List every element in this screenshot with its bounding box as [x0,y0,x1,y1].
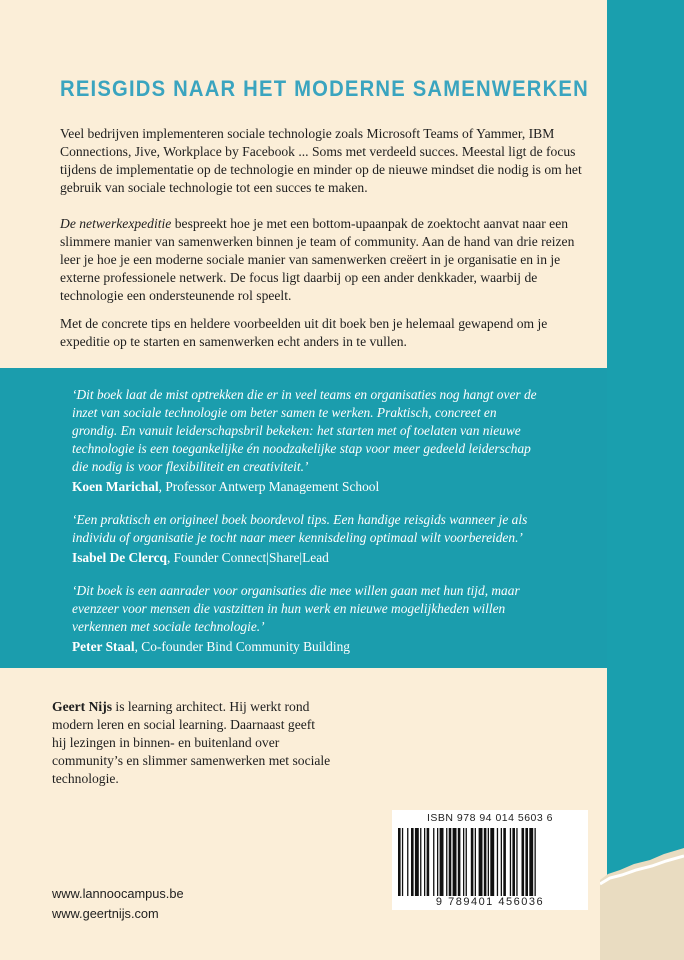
author-role: , Founder Connect|Share|Lead [166,550,329,565]
barcode-bar [501,828,502,896]
bio-author-name: Geert Nijs [52,699,113,714]
barcode-bar [453,828,457,896]
barcode-bar [503,828,506,896]
barcode-bar [516,828,517,896]
author-name: Koen Marichal [72,479,159,494]
barcode-bar [525,828,528,896]
endorsement-text: ‘Dit boek is een aanrader voor organisaties die mee willen gaan met hun tijd, maar evenzeer voor mensen die vastzitten in hun werk en nieuwe mogelijkheden willen verkennen met sociale technologie.’ [72,583,520,634]
barcode-bar [407,828,408,896]
barcode-bar [471,828,474,896]
barcode-bar [484,828,487,896]
barcode-bar [512,828,515,896]
barcode-digits: 9 789401 456036 [435,896,545,908]
barcode-bar [424,828,425,896]
paragraph-1: Veel bedrijven implementeren sociale technologie zoals Microsoft Teams of Yammer, IBM Connections, Jive, Workplace by Facebook ... Soms met verdeeld succes. Meestal ligt de focus tijdens de implementatie op de technologie en minder op de nieuwe mindset die nodig is om het gebruik van sociale technologie tot een succes te maken. [60,126,582,195]
right-color-strip [607,0,684,960]
barcode-bar [475,828,476,896]
author-role: , Co-founder Bind Community Building [134,639,350,654]
author-name: Isabel De Clercq [72,550,167,565]
barcode-bar [497,828,498,896]
barcode-bar [488,828,489,896]
website-link-publisher[interactable]: www.lannoocampus.be [52,886,184,901]
barcode-bar [433,828,434,896]
description-paragraph [60,215,590,322]
website-links [52,884,184,924]
endorsements-box [0,368,607,668]
barcode-bar [449,828,452,896]
barcode-bar [463,828,464,896]
barcode-bar [490,828,494,896]
barcode-bar [479,828,483,896]
author-role: , Professor Antwerp Management School [158,479,380,494]
barcode-bar [529,828,533,896]
endorsement-author [72,478,542,496]
isbn-label: ISBN 978 94 014 5603 6 [426,812,553,824]
barcode-bar [437,828,438,896]
barcode-bar [446,828,447,896]
barcode-bar [398,828,401,896]
barcode-bar [440,828,444,896]
barcode-bar [411,828,414,896]
website-link-author[interactable]: www.geertnijs.com [52,906,159,921]
torn-paper-edge [600,840,684,960]
book-title-inline: De netwerkexpeditie [60,216,172,231]
barcode-bars [398,828,582,896]
barcode-bar [510,828,511,896]
barcode-bar [427,828,430,896]
barcode-bar [458,828,461,896]
endorsement [72,511,552,567]
closing-paragraph [60,315,590,368]
barcode-bar [466,828,467,896]
barcode-bar [535,828,536,896]
intro-paragraph [60,125,590,214]
barcode-bar [522,828,525,896]
back-cover-title: REISGIDS NAAR HET MODERNE SAMENWERKEN [60,76,589,101]
barcode-bar [420,828,421,896]
endorsement [72,582,542,656]
paragraph-3: Met de concrete tips en heldere voorbeelden uit dit boek ben je helemaal gewapend om je expeditie op te starten en samenwerken echt anders in te vullen. [60,316,548,349]
barcode-bar [415,828,419,896]
author-bio [52,698,332,788]
paragraph-2: bespreekt hoe je met een bottom-upaanpak de zoektocht aanvat naar een slimmere manier van samenwerken binnen je team of community. Aan de hand van drie reizen leer je hoe je een moderne sociale manier van samenwerken creëert in je organisatie en in je externe professionele netwerk. De focus ligt daarbij op een ander denkkader, waarbij de technologie een ondersteunende rol speelt. [60,216,575,303]
isbn-barcode [392,810,588,910]
endorsement-text: ‘Dit boek laat de mist optrekken die er in veel teams en organisaties nog hangt over de inzet van sociale technologie om beter samen te werken. Praktisch, concreet en grondig. En vanuit leiderschapsbril bekeken: het starten met of toelaten van nieuwe technologie is een toegankelijke én noodzakelijke stap voor meer gedeeld leiderschap die nodig is voor flexibiliteit en creativiteit.’ [72,387,537,474]
barcode-bar [402,828,403,896]
endorsement-text: ‘Een praktisch en origineel boek boordevol tips. Een handige reisgids wanneer je als individu of organisatie je tocht naar meer kennisdeling optimaal wilt voorbereiden.’ [72,512,528,545]
bio-text: is learning architect. Hij werkt rond modern leren en social learning. Daarnaast geeft hij lezingen in binnen- en buitenland over community’s en slimmer samenwerken met sociale technologie. [52,699,331,786]
endorsement-author [72,638,542,656]
author-name: Peter Staal [72,639,135,654]
endorsement [72,386,542,496]
endorsement-author [72,549,552,567]
